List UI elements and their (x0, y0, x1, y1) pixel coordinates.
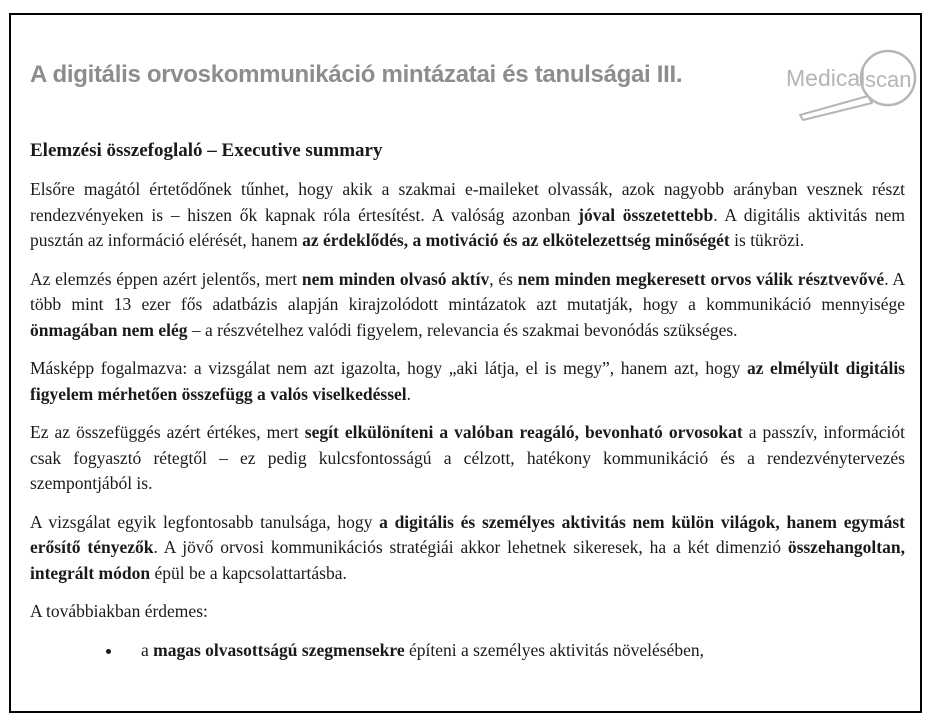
text-run: A vizsgálat egyik legfontosabb tanulsága, hogy (30, 511, 380, 532)
text-run: építeni a személyes aktivitás növelésében, (404, 639, 704, 660)
bold-text-run: nem minden megkeresett orvos válik résztvevővé (517, 268, 885, 289)
text-run: Az elemzés éppen azért jelentős, mert (30, 268, 302, 289)
bold-text-run: az érdeklődés, a motiváció és az elkötelezettség minőségét (302, 230, 730, 250)
body-paragraphs (30, 177, 905, 586)
magnifier-handle (800, 96, 872, 120)
paragraph (30, 177, 905, 254)
bullet-list (30, 638, 905, 664)
section-heading: Elemzési összefoglaló – Executive summary (30, 140, 383, 161)
medicalscan-logo (786, 46, 925, 128)
text-run: . A több mint 13 ezer fős adatbázis alapján kirajzolódott mintázatok azt mutatják, hogy a kommunikáció mennyisége (30, 268, 905, 314)
text-run: Ez az összefüggés azért értékes, mert (30, 422, 305, 442)
document-title: A digitális orvoskommunikáció mintázatai és tanulságai III. (30, 61, 683, 88)
text-run: Másképp fogalmazva: a vizsgálat nem azt igazolta, hogy „aki látja, el is megy”, hanem azt, hogy (30, 358, 747, 378)
bold-text-run: segít elkülöníteni a valóban reagáló, bevonható orvosokat (304, 422, 743, 442)
bold-text-run: jóval összetettebb (578, 204, 714, 225)
text-run: . (406, 383, 412, 404)
magnifier-icon (786, 46, 925, 128)
text-run: épül be a kapcsolattartásba. (150, 562, 347, 583)
logo-text-scan: scan (865, 67, 912, 92)
bullet-item (123, 638, 905, 664)
page-content (11, 58, 920, 663)
paragraph (30, 510, 905, 587)
bold-text-run: az elmélyült digitális figyelem mérhetően összefügg a valós viselkedéssel (30, 358, 905, 404)
bold-text-run: a digitális és személyes aktivitás nem külön világok, hanem egymást erősítő tényezők (30, 511, 905, 557)
paragraph (30, 356, 905, 407)
paragraph (30, 267, 905, 344)
bold-text-run: magas olvasottságú szegmensekre (153, 639, 405, 660)
bold-text-run: összehangoltan, integrált módon (30, 537, 905, 583)
text-run: is tükrözi. (729, 230, 805, 250)
list-intro: A továbbiakban érdemes: (30, 601, 208, 621)
logo-text-medical: Medical (786, 65, 866, 91)
paragraph (30, 420, 905, 497)
text-run: , és (489, 268, 518, 289)
text-run: Elsőre magától értetődőnek tűnhet, hogy akik a szakmai e-maileket olvassák, azok nagyobb arányban vesznek részt rendezvényeken is – hiszen ők kapnak róla értesítést. A valóság azonban (30, 179, 905, 225)
bold-text-run: nem minden olvasó aktív (301, 268, 490, 289)
text-run: . A digitális aktivitás nem pusztán az információ elérését, hanem (30, 204, 905, 250)
bold-text-run: önmagában nem elég (30, 319, 188, 340)
text-run: . A jövő orvosi kommunikációs stratégiái akkor lehetnek sikeresek, ha a két dimenzió (153, 537, 788, 557)
text-run: – a részvételhez valódi figyelem, relevancia és szakmai bevonódás szükséges. (187, 319, 738, 340)
text-run: a passzív, információt csak fogyasztó rétegtől – ez pedig kulcsfontosságú a célzott, hatékony kommunikáció és a rendezvénytervezés szempontjából is. (30, 422, 905, 493)
text-run: a (141, 639, 154, 660)
